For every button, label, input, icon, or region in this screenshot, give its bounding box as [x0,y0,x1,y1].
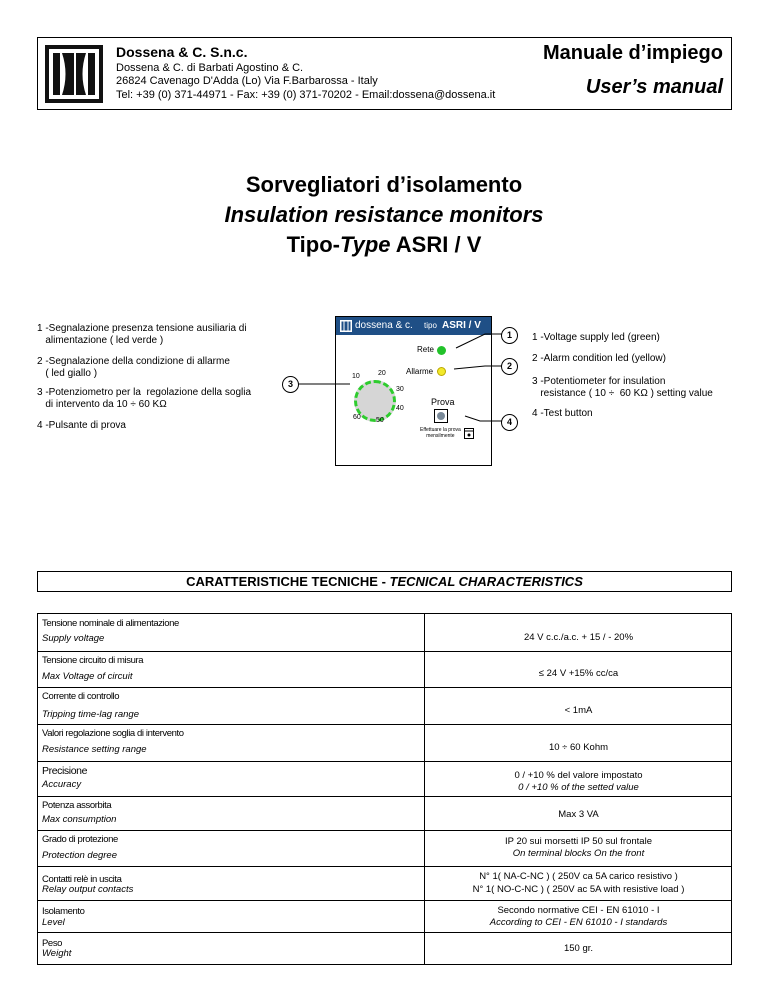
rete-label: Rete [417,345,434,354]
company-contacts: Tel: +39 (0) 371-44971 - Fax: +39 (0) 371-70202 - Email:dossena@dossena.it [116,89,496,101]
doc-title-type [0,232,768,258]
row-value: 10 ÷ 60 Kohm [548,742,609,753]
row-label-en: Accuracy [42,779,82,790]
row-label-it: Corrente di controllo [42,691,120,702]
row-value: 0 / +10 % del valore impostato [514,770,643,781]
row-label-en: Level [42,917,65,928]
callout-1: 1 [501,327,518,344]
dial-mark-20: 20 [378,370,386,377]
header-box [37,37,732,110]
legend-it-1: 1 -Segnalazione presenza tensione ausiliaria di alimentazione ( led verde ) [37,323,247,346]
row-value: N° 1( NA-C-NC ) ( 250V ca 5A carico resistivo ) [479,871,678,882]
company-line-1: Dossena & C. di Barbati Agostino & C. [116,62,304,74]
type-word: Type [339,232,391,257]
dial-mark-60: 60 [353,414,361,421]
legend-en-4: 4 -Test button [532,408,593,419]
dial-mark-10: 10 [352,373,360,380]
dial-mark-40: 40 [396,405,404,412]
tech-heading-it: CARATTERISTICHE TECNICHE - [186,574,390,589]
table-row [38,796,731,831]
legend-it-2: 2 -Segnalazione della condizione di allarme ( led giallo ) [37,356,230,379]
prova-label: Prova [431,397,455,407]
row-label-it: Tensione circuito di misura [42,655,144,666]
row-value: ≤ 24 V +15% cc/ca [538,668,619,679]
table-row [38,932,731,964]
row-value: < 1mA [564,705,593,716]
row-value: IP 20 sui morsetti IP 50 sul frontale [505,836,652,847]
company-name: Dossena & C. S.n.c. [116,44,248,60]
legend-en-2: 2 -Alarm condition led (yellow) [532,353,666,364]
company-logo [45,45,103,103]
test-note: Effettuare la prova mensilmente [420,427,461,439]
tech-heading-en: TECNICAL CHARACTERISTICS [389,574,583,589]
row-label-en: Relay output contacts [42,884,134,895]
table-row [38,761,731,797]
type-model: ASRI / V [390,232,482,257]
device-brand: dossena & c. [355,320,413,331]
table-row [38,724,731,762]
table-row [38,687,731,725]
row-value: 150 gr. [563,943,594,954]
row-label-it: Peso [42,938,63,949]
row-label-en: Supply voltage [42,633,105,644]
row-label-it: Precisione [42,765,88,777]
legend-en-1: 1 -Voltage supply led (green) [532,332,660,343]
row-value-en: On terminal blocks On the front [512,848,645,859]
row-label-en: Max consumption [42,814,117,825]
row-label-it: Tensione nominale di alimentazione [42,618,179,629]
row-value: Max 3 VA [558,809,599,820]
row-value-en: 0 / +10 % of the setted value [518,782,639,793]
manual-title-it: Manuale d’impiego [542,42,723,64]
device-model: ASRI / V [442,320,481,331]
row-value: 24 V c.c./a.c. + 15 / - 20% [523,632,634,643]
row-label-it: Potenza assorbita [42,800,112,811]
device-tipo-label: tipo [424,321,437,330]
legend-it-3: 3 -Potenziometro per la regolazione della soglia di intervento da 10 ÷ 60 KΩ [37,387,252,410]
table-row [38,830,731,867]
table-row [38,900,731,933]
row-value-en: N° 1( NO-C-NC ) ( 250V ac 5A with resistive load ) [472,884,685,895]
row-label-it: Contatti relè in uscita [42,874,122,885]
row-label-en: Max Voltage of circuit [42,671,133,682]
legend-it-4: 4 -Pulsante di prova [37,420,126,431]
tech-heading [37,571,732,592]
dial-mark-50: 50 [376,417,384,424]
row-label-en: Resistance setting range [42,744,147,755]
callout-2: 2 [501,358,518,375]
row-label-en: Weight [42,948,72,959]
company-address: 26824 Cavenago D'Adda (Lo) Via F.Barbarossa - Italy [116,75,378,87]
row-label-en: Tripping time-lag range [42,709,139,720]
row-label-it: Isolamento [42,906,85,917]
row-label-en: Protection degree [42,850,117,861]
type-prefix: Tipo- [286,232,340,257]
row-value: Secondo normative CEI - EN 61010 - I [497,905,660,916]
tech-table [37,613,732,965]
allarme-label: Allarme [406,367,434,376]
row-value-en: According to CEI - EN 61010 - I standards [489,917,668,928]
dial-mark-30: 30 [396,386,404,393]
table-row [38,866,731,901]
doc-title-en: Insulation resistance monitors [224,202,544,227]
callout-lines [280,320,520,440]
manual-title-en: User’s manual [585,76,723,98]
callout-4: 4 [501,414,518,431]
legend-en-3: 3 -Potentiometer for insulation resistance ( 10 ÷ 60 KΩ ) setting value [532,376,713,399]
table-row [38,614,731,652]
doc-title-it: Sorvegliatori d’isolamento [245,172,523,197]
row-label-it: Grado di protezione [42,834,118,845]
row-label-it: Valori regolazione soglia di intervento [42,728,184,739]
table-row [38,651,731,688]
callout-3: 3 [282,376,299,393]
